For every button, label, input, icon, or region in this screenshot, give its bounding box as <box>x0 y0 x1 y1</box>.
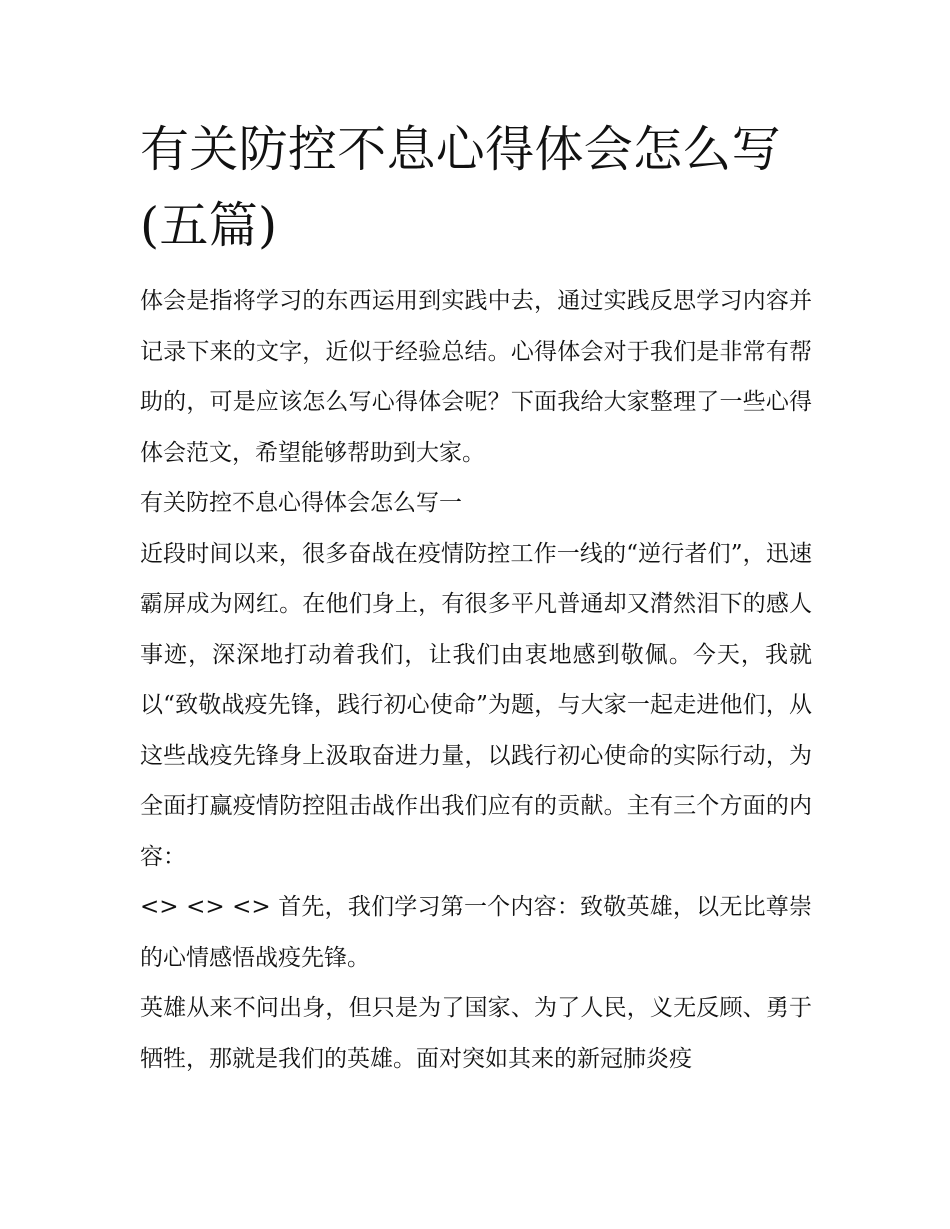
body-paragraph: 近段时间以来，很多奋战在疫情防控工作一线的“逆行者们”，迅速霸屏成为网红。在他们身上，有很多平凡普通却又潸然泪下的感人事迹，深深地打动着我们，让我们由衷地感到敬佩。今天，我就以“致敬战疫先锋，践行初心使命”为题，与大家一起走进他们，从这些战疫先锋身上汲取奋进力量，以践行初心使命的实际行动，为全面打赢疫情防控阻击战作出我们应有的贡献。主有三个方面的内容： <box>140 540 812 870</box>
document-page <box>140 112 812 1084</box>
intro-paragraph: 体会是指将学习的东西运用到实践中去，通过实践反思学习内容并记录下来的文字，近似于经验总结。心得体会对于我们是非常有帮助的，可是应该怎么写心得体会呢？下面我给大家整理了一些心得体会范文，希望能够帮助到大家。 <box>140 288 812 466</box>
document-title: 有关防控不息心得体会怎么写(五篇) <box>140 121 781 254</box>
body-paragraph: 英雄从来不问出身，但只是为了国家、为了人民，义无反顾、勇于牺牲，那就是我们的英雄。面对突如其来的新冠肺炎疫 <box>140 995 812 1072</box>
body-paragraph: <> <> <> 首先，我们学习第一个内容：致敬英雄，以无比尊崇的心情感悟战疫先锋。 <box>140 894 812 971</box>
section-heading: 有关防控不息心得体会怎么写一 <box>140 490 462 516</box>
